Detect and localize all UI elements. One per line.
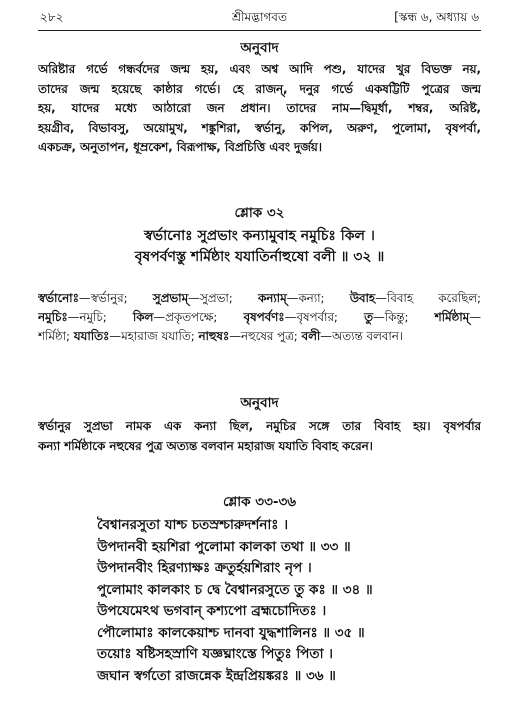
synonym-meaning: —নহুষের পুত্র; xyxy=(229,329,302,343)
verse-heading: শ্লোক ৩৩-৩৬ xyxy=(222,494,297,510)
verse-line: পৌলোমাঃ কালকেয়াশ্চ দানবা যুদ্ধশালিনঃ ॥ ৩৫ ॥ xyxy=(97,624,365,641)
synonym-meaning: —বৃষপর্বার; xyxy=(284,310,365,324)
running-header xyxy=(40,8,479,26)
section-reference: [স্কন্ধ ৬, অধ্যায় ৬ xyxy=(394,10,479,24)
verse-line: বৃষপর্বণস্তু শর্মিষ্ঠাং যযাতির্নাহুষো বলী ॥ ৩২ ॥ xyxy=(134,249,385,265)
synonym-word: তু xyxy=(364,310,373,324)
synonym-meaning: — xyxy=(469,310,481,324)
translation-line: কন্যা শর্মিষ্ঠাকে নহুষের পুত্র অত্যন্ত বলবান মহারাজ যযাতি বিবাহ করেন। xyxy=(38,438,373,453)
synonym-line xyxy=(38,289,481,308)
translation-line: তাদের জন্ম হয়েছে কাষ্ঠার গর্ভে। হে রাজন্‌, দনুর গর্ভে একষট্টিটি পুত্রের জন্ম xyxy=(38,81,481,96)
synonym-word: বলী xyxy=(301,329,321,343)
synonym-word: স্বর্ভানোঃ xyxy=(38,291,79,305)
sanskrit-verse xyxy=(97,515,489,687)
verse-heading: শ্লোক ৩২ xyxy=(234,205,285,221)
verse-line: স্বর্ভানোঃ সুপ্রভাং কন্যামুবাহ নমুচিঃ কিল । xyxy=(144,228,375,244)
synonym-word: কন্যাম্‌ xyxy=(257,291,287,305)
synonym-meaning: —কন্যা; xyxy=(286,291,350,305)
book-title: শ্রীমদ্ভাগবত xyxy=(231,10,287,24)
sanskrit-verse xyxy=(0,226,519,268)
synonym-word: সুপ্রভাম্‌ xyxy=(152,291,189,305)
synonym-meaning: —অত্যন্ত বলবান। xyxy=(320,329,404,343)
synonym-meaning: —প্রকৃতপক্ষে; xyxy=(153,310,244,324)
verse-line: পুলোমাং কালকাং চ দ্বে বৈশ্বানরসুতে তু কঃ ॥ ৩৪ ॥ xyxy=(97,581,373,598)
translation-paragraph xyxy=(38,60,481,158)
translation-line: হয়, যাদের মধ্যে আঠারো জন প্রধান। তাদের নাম—দ্বিমূর্ধা, শম্বর, অরিষ্ট, xyxy=(38,101,481,115)
translation-line: হয়গ্রীব, বিভাবসু, অয়োমুখ, শঙ্কুশিরা, স্বর্ভানু, কপিল, অরুণ, পুলোমা, বৃষপর্বা, xyxy=(38,120,481,135)
synonym-line xyxy=(38,308,481,327)
synonym-word: উবাহ xyxy=(349,291,376,305)
verse-line: জঘান স্বর্গতো রাজন্নেক ইন্দ্রপ্রিয়ঙ্করঃ ॥ ৩৬ ॥ xyxy=(97,667,336,684)
synonym-meaning: —নমুচি; xyxy=(67,310,133,324)
translation-line: স্বর্ভানুর সুপ্রভা নামক এক কন্যা ছিল, নমুচির সঙ্গে তার বিবাহ হয়। বৃষপর্বার xyxy=(38,419,481,433)
translation-line: অরিষ্টার গর্ভে গন্ধর্বদের জন্ম হয়, এবং অশ্ব আদি পশু, যাদের খুর বিভক্ত নয়, xyxy=(38,62,481,76)
synonym-meaning: —সুপ্রভা; xyxy=(188,291,258,305)
translation-paragraph xyxy=(38,417,481,456)
translation-line: একচক্র, অনুতাপন, ধূম্রকেশ, বিরূপাক্ষ, বিপ্রচিত্তি এবং দুর্জয়। xyxy=(38,140,322,154)
verse-line: উপদানবীং হিরণ্যাক্ষঃ ক্রতুর্হয়শিরাং নৃপ । xyxy=(97,560,312,576)
translation-heading: অনুবাদ xyxy=(240,40,279,56)
verse-line: তয়োঃ ষষ্টিসহস্রাণি যজ্ঞঘ্নাংস্তে পিতুঃ পিতা । xyxy=(97,646,334,662)
verse-line: উপদানবী হয়শিরা পুলোমা কালকা তথা ॥ ৩৩ ॥ xyxy=(97,538,351,555)
synonym-meaning: —মহারাজ যযাতি; xyxy=(109,329,199,343)
synonym-word: শর্মিষ্ঠাম্‌ xyxy=(434,310,470,324)
synonym-meaning: —কিন্তু; xyxy=(372,310,435,324)
synonym-word: বৃষপর্বণঃ xyxy=(243,310,285,324)
synonym-meaning: —বিবাহ করেছিল; xyxy=(375,291,481,305)
synonym-word: নমুচিঃ xyxy=(38,310,68,324)
synonym-meaning: —স্বর্ভানুর; xyxy=(78,291,153,305)
word-meanings xyxy=(38,289,481,346)
header-rule xyxy=(38,30,481,31)
verse-line: বৈশ্বানরসুতা যাশ্চ চতস্রশ্চারুদর্শনাঃ । xyxy=(97,517,289,533)
translation-heading: অনুবাদ xyxy=(240,395,279,411)
page-number: ২৮২ xyxy=(40,10,64,24)
synonym-line xyxy=(38,327,481,346)
synonym-word: যযাতিঃ xyxy=(73,329,110,343)
verse-line: উপযেমেঽথ ভগবান্‌ কশ্যপো ব্রহ্মচোদিতঃ । xyxy=(97,603,327,619)
synonym-meaning: শর্মিষ্ঠা; xyxy=(38,329,74,343)
synonym-word: কিল xyxy=(132,310,154,324)
synonym-word: নাহুষঃ xyxy=(198,329,230,343)
